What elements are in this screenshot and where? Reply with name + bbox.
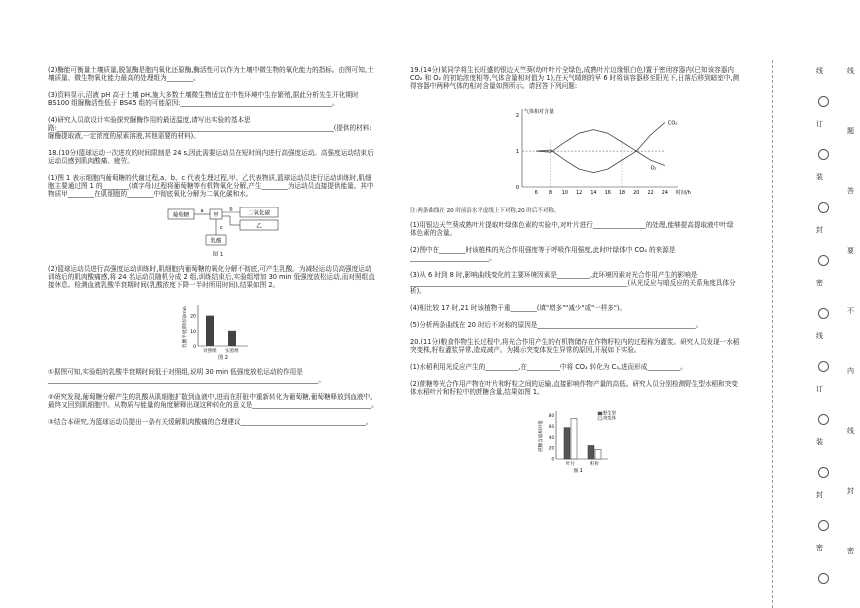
x-axis-label: 时间/h xyxy=(676,190,691,196)
binding-char: 线 xyxy=(816,332,823,340)
y-tick-label: 0 xyxy=(193,345,196,350)
question-19-stem: 19.(14分)某同学将生长旺盛的银边天竺葵(幼叶叶片全绿色,成熟叶片边缘银白色)置于密闭容器内(已知该容器内 CO₂ 和 O₂ 的初始浓度相等,气体含量相对值为 1),在天气晴朗的早 6 时将该容器移至阳光下,日落后移到暗室中,测得容器中两种气体的相对含量如图所示。请回答下列问题: xyxy=(410,66,740,90)
figure-2-lactate-chart xyxy=(48,298,378,360)
gas-line-chart xyxy=(410,95,740,199)
question-19-3: (3)从 6 时到 8 时,影响曲线变化的主要环境因素是__________,此环境因素对光合作用产生的影响是__________________________________________________________________(从光反应与暗反应的关系角度具体分析)。 xyxy=(410,271,736,295)
x-tick-label: 22 xyxy=(647,191,654,196)
binding-char: 装 xyxy=(816,438,823,446)
x-tick-label: 实验组 xyxy=(225,349,239,354)
bar xyxy=(595,449,601,459)
metabolism-diagram xyxy=(48,207,378,253)
binding-circle xyxy=(818,149,829,160)
binding-circle xyxy=(818,96,829,107)
binding-char-inner: 线 xyxy=(847,67,854,75)
o2-series-label: O₂ xyxy=(650,165,657,172)
x-tick-label: 10 xyxy=(561,191,568,196)
binding-circle xyxy=(818,414,829,425)
x-tick-label: 16 xyxy=(604,191,611,196)
binding-circle xyxy=(818,202,829,213)
x-tick-label: 18 xyxy=(618,191,626,196)
binding-char: 封 xyxy=(816,491,823,499)
bar xyxy=(571,418,577,459)
question-20-stem: 20.(11分)粮食作物生长过程中,将光合作用产生的有机物储存在作物籽粒内的过程称为灌浆。研究人员发现一水稻突变株,籽粒灌浆异常,造成减产。为揭示突变体发生异常的原因,开展如下实验。 xyxy=(410,338,740,354)
legend-swatch-wt xyxy=(598,412,602,415)
y-tick-label: 60 xyxy=(548,424,554,430)
substance-yi-label: 乙 xyxy=(256,223,262,230)
x-tick-label: 籽粒 xyxy=(590,462,599,467)
x-tick-label: 6 xyxy=(534,191,538,196)
binding-circle xyxy=(818,361,829,372)
series-line-o2 xyxy=(536,130,665,166)
binding-char-inner: 线 xyxy=(847,427,854,435)
figure-2-caption: 图 2 xyxy=(218,355,228,360)
legend-swatch-mut xyxy=(598,417,602,420)
bar xyxy=(228,331,236,346)
question-17-3: (3)资料显示,沼液 pH 高于土壤 pH,施大多数土壤微生物适宜在中性环境中生存繁殖,据此分析先生开化期时 BS100 组脲酶活性低于 BS45 组的可能原因:______________________________________________。 xyxy=(48,91,359,107)
question-20-2: (2)蔗糖等光合作用产物在叶片和籽粒之间的运输,直接影响作物产量的高低。研究人员分别检测野生型水稻和突变体水稻叶片和籽粒中的蔗糖含量,结果如图 1。 xyxy=(410,380,738,396)
process-a-label: a xyxy=(200,208,204,214)
figure-caption: 图 1 xyxy=(573,469,583,474)
binding-char: 封 xyxy=(816,226,823,234)
binding-char-inner: 内 xyxy=(847,367,854,375)
bar xyxy=(564,428,570,459)
question-18-1: (1)图 1 表示细胞内葡萄糖的代谢过程,a、b、c 代表生理过程,甲、乙代表物质,篮球运动员进行运动训练时,肌细胞主要通过图 1 的________(填字母)过程将葡萄糖等有机物氧化分解,产生________为运动员直接提供能量。其中物质甲________在肌细胞的________中彻底氧化分解为二氧化碳和水。 xyxy=(48,174,374,198)
binding-margin xyxy=(814,60,860,608)
process-c-label: c xyxy=(220,225,223,231)
binding-char-inner: 密 xyxy=(847,547,854,555)
right-column xyxy=(410,66,740,483)
binding-char: 密 xyxy=(816,279,823,287)
binding-char-inner: 封 xyxy=(847,487,854,495)
binding-char-inner: 题 xyxy=(847,127,854,135)
x-tick-label: 24 xyxy=(661,191,668,196)
figure-1-caption: 图 1 xyxy=(212,252,224,258)
glucose-label: 葡萄糖 xyxy=(172,212,190,219)
process-b-label: b xyxy=(229,207,233,213)
y-tick-label: 2 xyxy=(515,113,519,120)
bar xyxy=(588,445,594,459)
binding-char: 订 xyxy=(816,385,823,393)
figure-note: 注:两条曲线在 20 时前沿水平虚线上下对称,20 时后不对称。 xyxy=(410,208,560,214)
y-tick-label: 0 xyxy=(515,185,519,191)
x-tick-label: 对照组 xyxy=(203,349,217,354)
binding-char-inner: 答 xyxy=(847,187,854,195)
y-axis-label: 乳酸半衰期时间/min xyxy=(183,306,188,348)
binding-char: 订 xyxy=(816,120,823,128)
question-19-4: (4)相比较 17 时,21 时该植物干重________(填"增多""减少"或"一样多")。 xyxy=(410,304,627,312)
binding-circle xyxy=(818,467,829,478)
question-19-1: (1)用银边天竺葵成熟叶片提取叶绿体色素的实验中,对叶片进行________________的处理,能够提高提取液中叶绿体色素的含量。 xyxy=(410,221,734,237)
co2-label: 二氧化碳 xyxy=(247,210,271,217)
figure-1-metabolism xyxy=(48,207,378,258)
question-19-2: (2)图中在________时该植株的光合作用强度等于呼吸作用强度,此时叶绿体中 CO₂ 的来源是________________________。 xyxy=(410,246,676,262)
lactate-bar-chart xyxy=(48,298,378,360)
y-axis-label: 蔗糖含量相对值 xyxy=(539,420,544,452)
substance-jia-label: 甲 xyxy=(213,212,219,219)
lactate-label: 乳酸 xyxy=(210,238,222,245)
binding-char: 线 xyxy=(816,67,823,75)
y-tick-label: 20 xyxy=(190,314,196,320)
x-tick-label: 14 xyxy=(590,191,597,196)
legend-label-mut: 突变体 xyxy=(603,416,616,422)
co2-series-label: CO₂ xyxy=(667,120,678,127)
x-tick-label: 8 xyxy=(549,191,553,196)
binding-char: 装 xyxy=(816,173,823,181)
sucrose-bar-chart xyxy=(410,405,740,475)
legend-label-wt: 野生型 xyxy=(603,411,616,417)
question-18-2-a: ①据图可知,实验组的乳酸半衰期时间低于对照组,说明 30 min 低强度放松运动的作用是__________________________________________________________________________________。 xyxy=(48,368,325,384)
binding-circle xyxy=(818,520,829,531)
figure-gas-content xyxy=(410,95,740,199)
left-column xyxy=(48,66,378,435)
y-tick-label: 10 xyxy=(190,329,196,335)
x-tick-label: 叶片 xyxy=(566,462,575,467)
y-tick-label: 40 xyxy=(548,434,554,440)
binding-circle xyxy=(818,308,829,319)
question-20-1: (1)水稻利用光反应产生的__________,在__________中将 CO₂ 转化为 C₃,进而形成__________。 xyxy=(410,363,687,371)
series-line-co2 xyxy=(536,122,665,172)
binding-char-inner: 不 xyxy=(847,307,854,315)
y-tick-label: 0 xyxy=(551,456,554,462)
x-tick-label: 12 xyxy=(576,191,583,196)
question-18-2-b: ②研究发现,葡萄糖分解产生的乳酸从肌细胞扩散到血液中,进而在肝脏中重新转化为葡萄糖,葡萄糖释放到血液中,最终又回到肌细胞中。从物质与能量的角度解释出现这种转化的意义是____________________________________。 xyxy=(48,393,378,409)
binding-circle xyxy=(818,255,829,266)
question-19-5: (5)分析两条曲线在 20 时后不对称的原因是________________________________________________。 xyxy=(410,321,703,329)
question-18-2-c: ③结合本研究,为篮球运动员提出一条有关缓解肌肉酸痛的合理建议______________________________________。 xyxy=(48,418,373,426)
question-17-2: (2)酶能可衡量土壤质量,脱氢酶是胞内氧化还原酶,酶活性可以作为土壤中微生物的氧化能力的指标。由图可知,土壤质量、微生物氧化能力最高的处理组为________。 xyxy=(48,66,374,82)
y-tick-label: 20 xyxy=(548,445,554,451)
binding-char: 密 xyxy=(816,544,823,552)
y-axis-label: 气体相对含量 xyxy=(524,109,555,115)
y-tick-label: 1 xyxy=(515,149,519,156)
question-18-2: (2)篮球运动员进行高强度运动训练时,肌细胞内葡萄糖的氧化分解不彻底,可产生乳酸。为减轻运动员高强度运动训练后的肌肉酸痛感,将 24 名运动员随机分成 2 组,训练结束后,实验组增加 30 min 低强度放松运动,而对照组直接休息。检测血液乳酸半衰期时间(乳酸浓度下降一半时所用时间),结果如图 2。 xyxy=(48,265,375,289)
binding-circle xyxy=(818,573,829,584)
x-tick-label: 20 xyxy=(633,191,640,196)
figure-sucrose-chart xyxy=(410,405,740,475)
question-17-4: (4)研究人员欲设计实验探究脲酶作用的最适温度,请写出实验的基本思路:____________________________________________________________________________________(提供的材料:脲酶提取液,一定浓度的尿素溶液,其他需要的材料)。 xyxy=(48,116,372,140)
binding-line xyxy=(772,60,773,608)
binding-char-inner: 要 xyxy=(847,247,854,255)
y-tick-label: 80 xyxy=(548,413,554,419)
bar xyxy=(206,316,214,346)
question-18-stem: 18.(10分)篮球运动一次进攻的时间限制是 24 s,因此需要运动员在短时间内进行高强度运动。高强度运动结束后运动员感到肌肉酸痛、疲劳。 xyxy=(48,149,374,165)
